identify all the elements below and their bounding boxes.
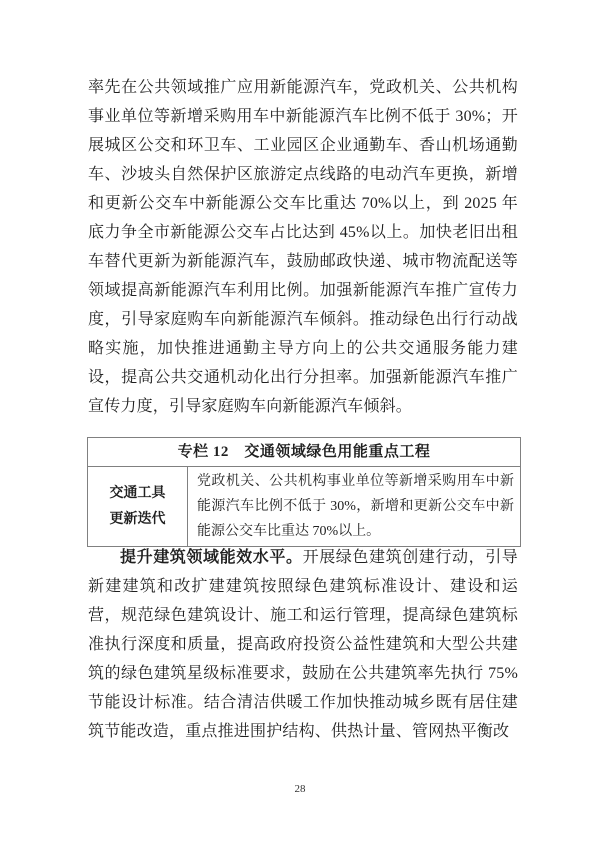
paragraph-building-lead: 提升建筑领域能效水平。: [120, 549, 303, 566]
feature-box-label: [88, 467, 188, 546]
feature-box: [87, 437, 521, 547]
feature-box-title: 专栏 12 交通领域绿色用能重点工程: [88, 438, 520, 467]
feature-box-label-line2: 更新迭代: [109, 511, 166, 527]
page-number: 28: [294, 783, 306, 795]
paragraph-transport: 率先在公共领域推广应用新能源汽车，党政机关、公共机构事业单位等新增采购用车中新能源汽车比例不低于 30%；开展城区公交和环卫车、工业园区企业通勤车、香山机场通勤车、沙坡头自然保护区旅游定点线路的电动汽车更换，新增和更新公交车中新能源公交车比重达 70%以上，到 2025 年底力争全市新能源公交车占比达到 45%以上。加快老旧出租车替代更新为新能源汽车，鼓励邮政快递、城市物流配送等领域提高新能源汽车利用比例。加强新能源汽车推广宣传力度，引导家庭购车向新能源汽车倾斜。推动绿色出行行动战略实施，加快推进通勤主导方向上的公共交通服务能力建设，提高公共交通机动化出行分担率。加强新能源汽车推广宣传力度，引导家庭购车向新能源汽车倾斜。: [88, 79, 518, 415]
feature-box-label-line1: 交通工具: [109, 485, 166, 501]
paragraph-building-text: 开展绿色建筑创建行动，引导新建建筑和改扩建建筑按照绿色建筑标准设计、建设和运营，规范绿色建筑设计、施工和运行管理，提高绿色建筑标准执行深度和质量，提高政府投资公益性建筑和大型公共建筑的绿色建筑星级标准要求，鼓励在公共建筑率先执行 75%节能设计标准。结合清洁供暖工作加快推动城乡既有居住建筑节能改造，重点推进围护结构、供热计量、管网热平衡改: [88, 549, 519, 740]
feature-box-content: 党政机关、公共机构事业单位等新增采购用车中新能源汽车比例不低于 30%，新增和更新公交车中新能源公交车比重达 70%以上。: [197, 474, 514, 539]
paragraph-building: [88, 543, 518, 746]
feature-box-row: [88, 467, 520, 546]
